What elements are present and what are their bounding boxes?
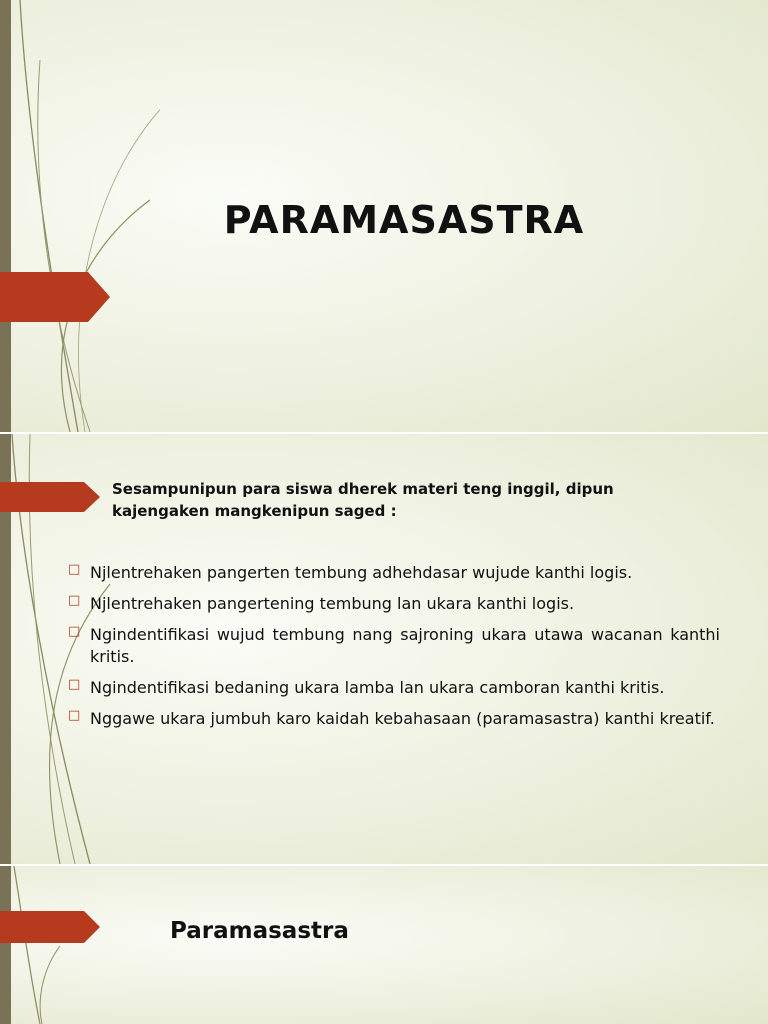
slide-1: [0, 0, 768, 432]
arrow-tab-marker: [0, 482, 100, 512]
intro-text: Sesampunipun para siswa dherek materi teng inggil, dipun kajengaken mangkenipun saged :: [112, 480, 614, 520]
sidebar-accent-bar: [0, 866, 11, 1024]
list-item: □ Njlentrehaken pangerten tembung adhehdasar wujude kanthi logis.: [68, 562, 720, 584]
square-bullet-icon: □: [68, 677, 81, 692]
slide-title: PARAMASASTRA: [223, 198, 585, 242]
square-bullet-icon: □: [68, 624, 81, 639]
list-item: □ Nggawe ukara jumbuh karo kaidah kebahasaan (paramasastra) kanthi kreatif.: [68, 708, 720, 730]
slide-3: [0, 866, 768, 1024]
arrow-tab-marker: [0, 272, 110, 322]
square-bullet-icon: □: [68, 562, 81, 577]
objectives-list: [68, 562, 720, 739]
square-bullet-icon: □: [68, 593, 81, 608]
square-bullet-icon: □: [68, 708, 81, 723]
slide-2: [0, 434, 768, 864]
list-item: □ Ngindentifikasi bedaning ukara lamba lan ukara camboran kanthi kritis.: [68, 677, 720, 699]
decorative-swirl-lines: [0, 866, 120, 1024]
slide-title: Paramasastra: [170, 918, 349, 944]
list-item: □ Njlentrehaken pangertening tembung lan ukara kanthi logis.: [68, 593, 720, 615]
list-item: □ Ngindentifikasi wujud tembung nang sajroning ukara utawa wacanan kanthi kritis.: [68, 624, 720, 668]
arrow-tab-marker: [0, 911, 100, 943]
